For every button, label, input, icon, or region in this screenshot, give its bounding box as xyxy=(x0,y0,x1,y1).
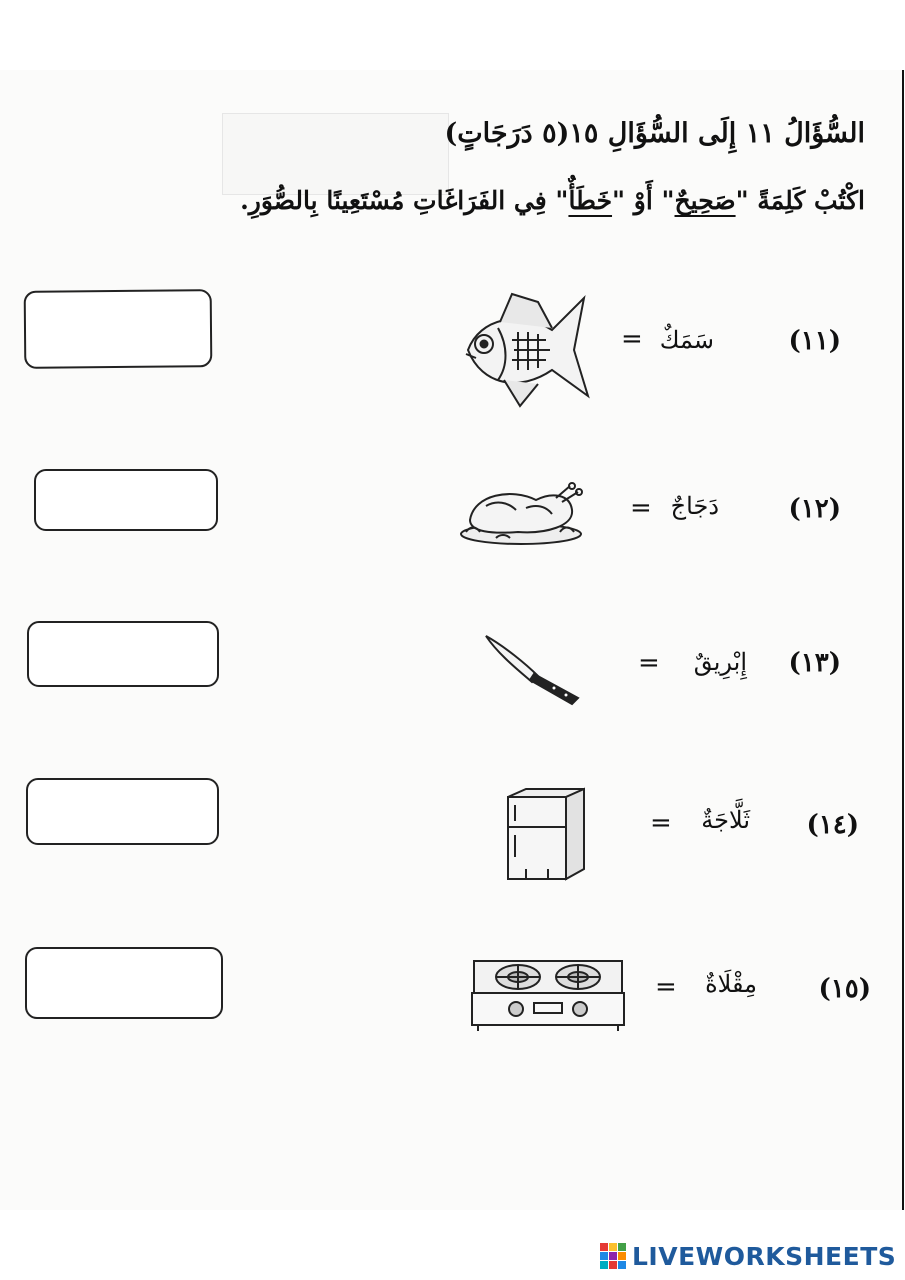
question-title: السُّؤَالُ ١١ إِلَى السُّؤَالِ ١٥(٥ دَرَجَاتٍ) xyxy=(444,118,865,149)
question-word-11: سَمَكٌ xyxy=(659,326,714,354)
question-number-11: (١١) xyxy=(788,326,841,356)
equals-sign-14: = xyxy=(650,808,672,838)
answer-box-15[interactable] xyxy=(25,947,223,1019)
word-wrong: خَطَأٌ xyxy=(568,186,613,215)
brand-name: LIVEWORKSHEETS xyxy=(632,1241,897,1271)
equals-sign-15: = xyxy=(655,972,677,1002)
question-word-12: دَجَاجٌ xyxy=(670,492,719,520)
answer-box-14[interactable] xyxy=(26,778,219,845)
question-word-14: ثَلَّاجَةٌ xyxy=(701,806,750,834)
word-correct: صَحِيحٌ xyxy=(674,186,736,215)
instruction-part-3: " فِي الفَرَاغَاتِ مُسْتَعِينًا بِالصُّوَرِ. xyxy=(240,186,569,215)
gas-stove-icon xyxy=(468,955,628,1035)
instruction-part-1: اكْتُبْ كَلِمَةً " xyxy=(735,186,865,215)
equals-sign-13: = xyxy=(638,648,660,678)
equals-sign-12: = xyxy=(630,493,652,523)
instruction-text xyxy=(240,186,865,215)
liveworksheets-logo xyxy=(600,1236,896,1276)
question-word-13: إِبْرِيقٌ xyxy=(693,648,747,676)
equals-sign-11: = xyxy=(621,324,643,354)
answer-box-13[interactable] xyxy=(27,621,219,687)
question-number-13: (١٣) xyxy=(788,648,841,678)
question-number-14: (١٤) xyxy=(806,810,859,840)
refrigerator-icon xyxy=(498,785,590,885)
liveworksheets-logo-icon xyxy=(600,1243,626,1269)
answer-box-11[interactable] xyxy=(24,289,213,369)
instruction-part-2: " أَوْ " xyxy=(612,186,675,215)
question-word-15: مِقْلَاةٌ xyxy=(705,970,757,998)
faint-background-box xyxy=(222,113,449,195)
answer-box-12[interactable] xyxy=(34,469,218,531)
knife-icon xyxy=(484,632,584,707)
page-edge-line xyxy=(902,70,904,1210)
fish-icon xyxy=(460,288,590,413)
roast-chicken-icon xyxy=(456,480,586,550)
question-number-12: (١٢) xyxy=(788,494,841,524)
question-number-15: (١٥) xyxy=(818,974,871,1004)
